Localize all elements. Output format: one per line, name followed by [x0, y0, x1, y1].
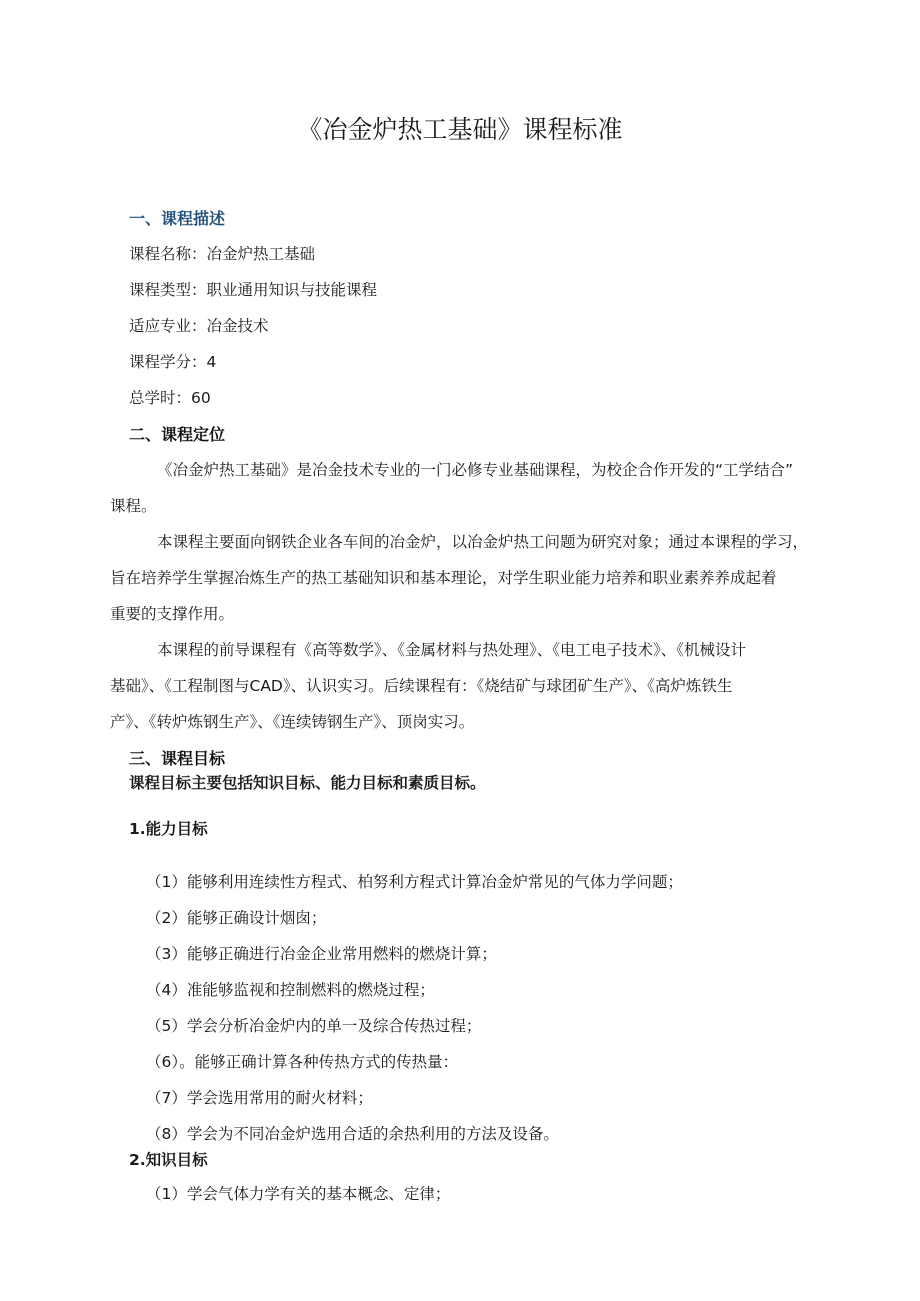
list-item: （6）。能够正确计算各种传热方式的传热量： [146, 1053, 459, 1071]
paragraph-line: 本课程主要面向钢铁企业各车间的冶金炉，以冶金炉热工问题为研究对象；通过本课程的学习， [157, 533, 809, 551]
section-heading-description: 一、课程描述 [129, 209, 226, 228]
knowledge-heading: 2.知识目标 [129, 1151, 208, 1169]
list-item: （3）能够正确进行冶金企业常用燃料的燃烧计算； [146, 945, 497, 963]
course-name: 课程名称：冶金炉热工基础 [129, 245, 316, 263]
list-item: （1）学会气体力学有关的基本概念、定律； [146, 1185, 451, 1203]
course-credits: 课程学分：4 [129, 353, 217, 371]
paragraph-line: 基础》、《工程制图与CAD》、认识实习。后续课程有：《烧结矿与球团矿生产》、《高炉炼铁生 [110, 677, 733, 695]
ability-heading: 1.能力目标 [129, 820, 208, 838]
paragraph-line: 旨在培养学生掌握冶炼生产的热工基础知识和基本理论，对学生职业能力培养和职业素养养成起着 [110, 569, 777, 587]
objectives-intro: 课程目标主要包括知识目标、能力目标和素质目标。 [129, 774, 486, 792]
document-title: 《冶金炉热工基础》课程标准 [297, 115, 623, 144]
paragraph-line: 《冶金炉热工基础》是冶金技术专业的一门必修专业基础课程，为校企合作开发的“工学结合” [157, 461, 794, 479]
list-item: （5）学会分析冶金炉内的单一及综合传热过程； [146, 1017, 482, 1035]
list-item: （7）学会选用常用的耐火材料； [146, 1089, 373, 1107]
course-type: 课程类型：职业通用知识与技能课程 [129, 281, 378, 299]
paragraph-line: 重要的支撑作用。 [110, 605, 235, 623]
list-item: （4）准能够监视和控制燃料的燃烧过程； [146, 981, 435, 999]
paragraph-line: 课程。 [110, 497, 157, 515]
course-hours: 总学时：60 [129, 389, 211, 407]
paragraph-line: 产》、《转炉炼钢生产》、《连续铸钢生产》、顶岗实习。 [110, 713, 475, 731]
course-major: 适应专业：冶金技术 [129, 317, 269, 335]
list-item: （2）能够正确设计烟囱； [146, 909, 327, 927]
section-heading-objectives: 三、课程目标 [129, 749, 226, 768]
section-heading-positioning: 二、课程定位 [129, 425, 226, 444]
paragraph-line: 本课程的前导课程有《高等数学》、《金属材料与热处理》、《电工电子技术》、《机械设计 [157, 641, 747, 659]
list-item: （1）能够利用连续性方程式、柏努利方程式计算冶金炉常见的气体力学问题； [146, 873, 683, 891]
list-item: （8）学会为不同冶金炉选用合适的余热利用的方法及设备。 [146, 1125, 559, 1143]
